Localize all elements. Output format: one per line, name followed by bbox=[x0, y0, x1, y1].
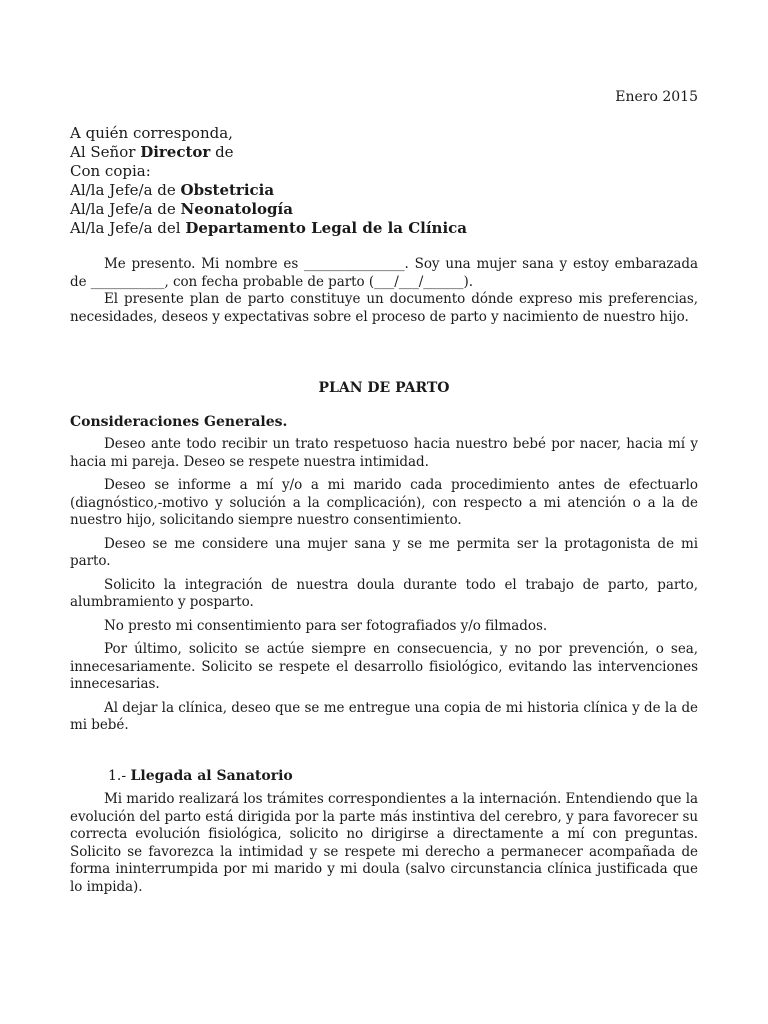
section-1-body bbox=[70, 791, 698, 896]
general-heading: Consideraciones Generales. bbox=[70, 414, 288, 430]
addressee-line-6: Al/la Jefe/a del Departamento Legal de la Clínica bbox=[70, 219, 468, 237]
plan-title: PLAN DE PARTO bbox=[318, 380, 450, 396]
intro-paragraph-1: Me presento. Mi nombre es _______________. Soy una mujer sana y estoy embarazada de ___________, con fecha probable de parto (___/___/______). bbox=[70, 256, 698, 290]
addressee-legal: Departamento Legal de la Clínica bbox=[185, 219, 468, 237]
addressee-block bbox=[70, 124, 467, 238]
general-section bbox=[70, 436, 698, 741]
addressee-line-4: Al/la Jefe/a de Obstetricia bbox=[70, 181, 275, 199]
intro-section bbox=[70, 256, 698, 326]
addressee-director: Director bbox=[140, 143, 211, 161]
section-1-title: Llegada al Sanatorio bbox=[130, 768, 293, 784]
general-paragraph: Deseo se me considere una mujer sana y se me permita ser la protagonista de mi parto. bbox=[70, 535, 698, 569]
section-1-heading bbox=[108, 768, 293, 784]
general-paragraph: Al dejar la clínica, deseo que se me entregue una copia de mi historia clínica y de la de mi bebé. bbox=[70, 699, 698, 733]
addressee-obstetricia: Obstetricia bbox=[180, 181, 275, 199]
document-date: Enero 2015 bbox=[615, 89, 698, 105]
section-1-paragraph: Mi marido realizará los trámites correspondientes a la internación. Entendiendo que la evolución del parto está dirigida por la parte más instintiva del cerebro, y para favorecer su correcta evolución fisiológica, solicito no dirigirse a directamente a mí con preguntas. Solicito se favorezca la intimidad y se respete mi derecho a permanecer acompañada de forma ininterrumpida por mi marido y mi doula (salvo circunstancia clínica justificada que lo impida). bbox=[70, 791, 698, 895]
addressee-line-5: Al/la Jefe/a de Neonatología bbox=[70, 200, 293, 218]
addressee-line-1: A quién corresponda, bbox=[70, 124, 233, 142]
intro-paragraph-2: El presente plan de parto constituye un documento dónde expreso mis preferencias, necesidades, deseos y expectativas sobre el proceso de parto y nacimiento de nuestro hijo. bbox=[70, 291, 698, 325]
general-paragraph: Deseo se informe a mí y/o a mi marido cada procedimiento antes de efectuarlo (diagnóstico,-motivo y solución a la complicación), con respecto a mi atención o a la de nuestro hijo, solicitando siempre nuestro consentimiento. bbox=[70, 477, 698, 528]
addressee-line-2: Al Señor Director de bbox=[70, 143, 234, 161]
addressee-line-3: Con copia: bbox=[70, 162, 151, 180]
general-paragraph: No presto mi consentimiento para ser fotografiados y/o filmados. bbox=[104, 617, 548, 634]
section-1-number: 1.- bbox=[108, 768, 131, 784]
general-paragraph: Solicito la integración de nuestra doula durante todo el trabajo de parto, parto, alumbramiento y posparto. bbox=[70, 576, 698, 610]
general-paragraph: Deseo ante todo recibir un trato respetuoso hacia nuestro bebé por nacer, hacia mí y hacia mi pareja. Deseo se respete nuestra intimidad. bbox=[70, 436, 698, 470]
general-paragraph: Por último, solicito se actúe siempre en consecuencia, y no por prevención, o sea, innecesariamente. Solicito se respete el desarrollo fisiológico, evitando las intervenciones innecesarias. bbox=[70, 641, 698, 692]
addressee-neonatologia: Neonatología bbox=[180, 200, 293, 218]
